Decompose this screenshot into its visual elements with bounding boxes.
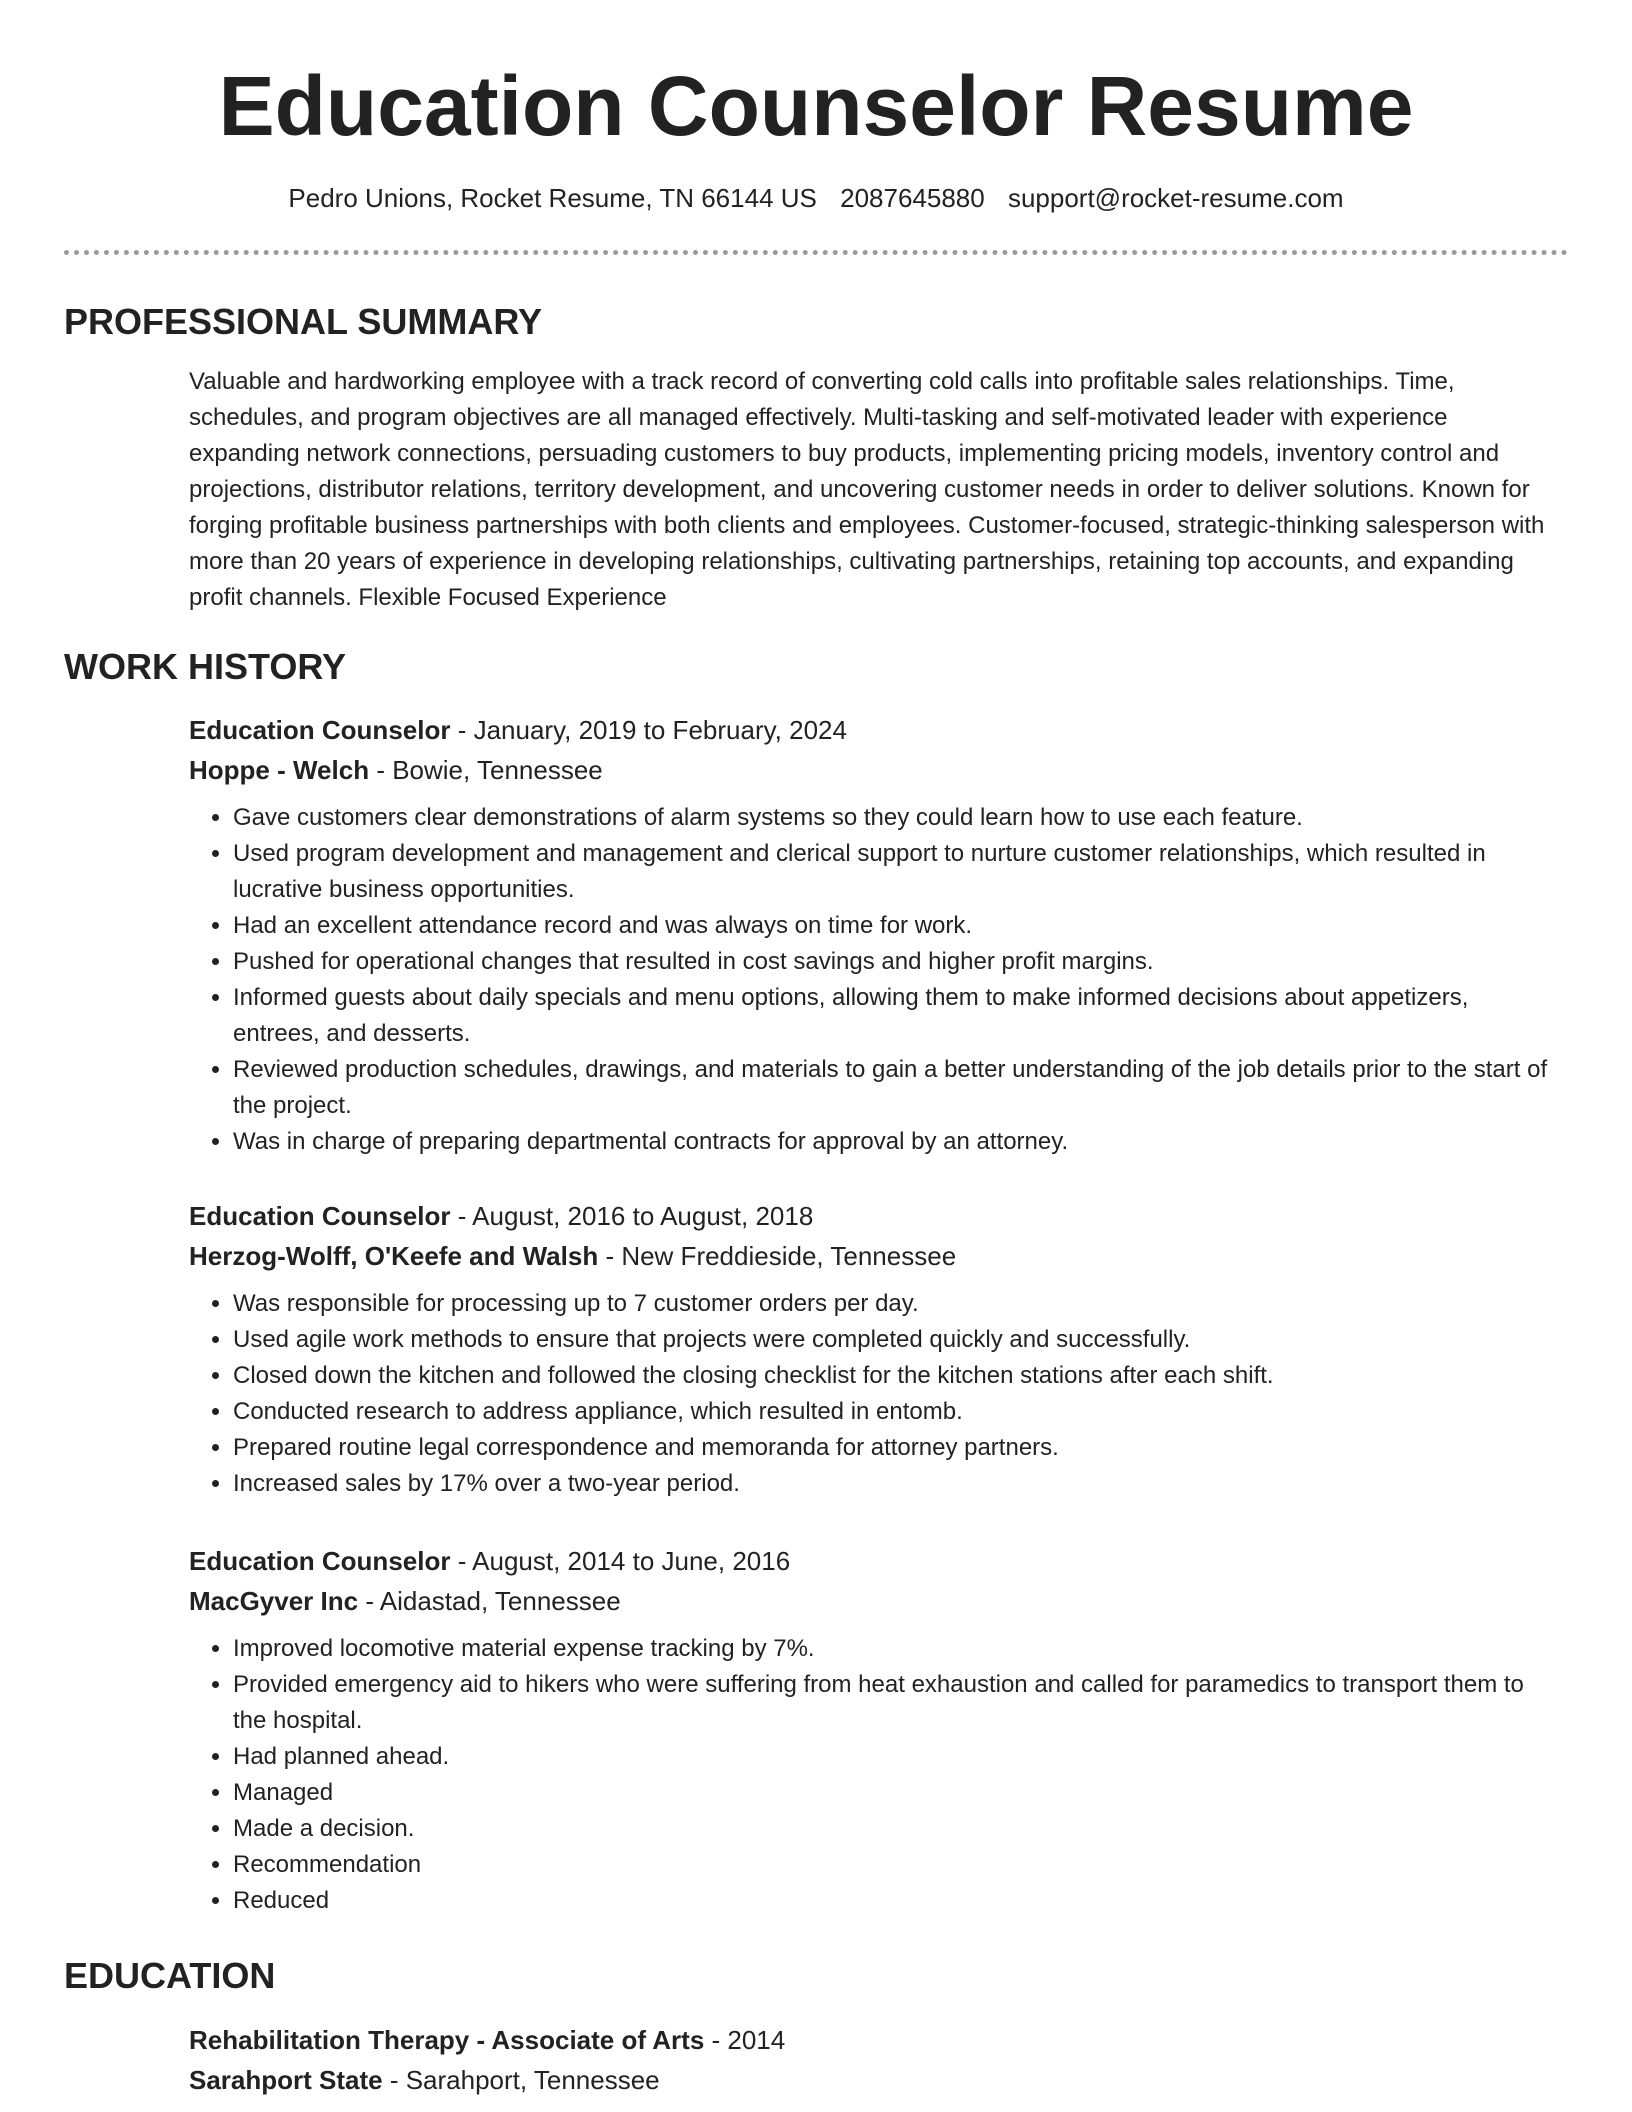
- section-heading-work-history: WORK HISTORY: [64, 646, 347, 687]
- degree-line: [189, 2020, 1559, 2060]
- job-dates: - August, 2016 to August, 2018: [450, 1201, 814, 1231]
- contact-phone: 2087645880: [840, 183, 985, 213]
- job-title-line: [189, 710, 1559, 750]
- job-title: Education Counselor: [189, 1546, 451, 1576]
- job-bullet: • Improved locomotive material expense tracking by 7%.: [233, 1631, 1559, 1667]
- job-bullet: • Increased sales by 17% over a two-year period.: [233, 1466, 1559, 1502]
- job-company-line: [189, 1581, 1559, 1621]
- job-entry: [189, 710, 1559, 1160]
- degree-year: - 2014: [704, 2025, 786, 2055]
- job-bullet: • Informed guests about daily specials and menu options, allowing them to make informed decisions about appetizers, entrees, and desserts.: [233, 980, 1559, 1052]
- contact-address: Pedro Unions, Rocket Resume, TN 66144 US: [288, 183, 817, 213]
- resume-title: Education Counselor Resume: [218, 59, 1414, 153]
- job-bullet: • Was responsible for processing up to 7 customer orders per day.: [233, 1286, 1559, 1322]
- job-company: Hoppe - Welch: [189, 755, 370, 785]
- job-location: - Aidastad, Tennessee: [358, 1586, 621, 1616]
- school-name: Sarahport State: [189, 2065, 383, 2095]
- contact-line: [0, 180, 1632, 216]
- job-bullets: [189, 800, 1559, 1160]
- job-entry: [189, 1541, 1559, 1919]
- job-bullet: • Used program development and management and clerical support to nurture customer relationships, which resulted in lucrative business opportunities.: [233, 836, 1559, 908]
- header-divider: [64, 250, 1568, 255]
- section-heading-education: EDUCATION: [64, 1955, 276, 1996]
- job-company-line: [189, 750, 1559, 790]
- job-dates: - January, 2019 to February, 2024: [450, 715, 847, 745]
- job-title: Education Counselor: [189, 715, 451, 745]
- job-bullet: • Had planned ahead.: [233, 1739, 1559, 1775]
- school-location: - Sarahport, Tennessee: [382, 2065, 660, 2095]
- job-bullet: • Had an excellent attendance record and was always on time for work.: [233, 908, 1559, 944]
- summary-block: [189, 364, 1559, 616]
- contact-email: support@rocket-resume.com: [1007, 183, 1344, 213]
- job-bullet: • Was in charge of preparing departmental contracts for approval by an attorney.: [233, 1124, 1559, 1160]
- job-company-line: [189, 1236, 1559, 1276]
- job-dates: - August, 2014 to June, 2016: [450, 1546, 791, 1576]
- job-location: - New Freddieside, Tennessee: [598, 1241, 957, 1271]
- job-company: Herzog-Wolff, O'Keefe and Walsh: [189, 1241, 599, 1271]
- job-location: - Bowie, Tennessee: [369, 755, 603, 785]
- job-bullet: • Used agile work methods to ensure that projects were completed quickly and successfully.: [233, 1322, 1559, 1358]
- job-bullet: • Pushed for operational changes that resulted in cost savings and higher profit margins.: [233, 944, 1559, 980]
- job-bullet: • Closed down the kitchen and followed the closing checklist for the kitchen stations after each shift.: [233, 1358, 1559, 1394]
- section-heading-summary: PROFESSIONAL SUMMARY: [64, 301, 543, 342]
- job-bullet: • Made a decision.: [233, 1811, 1559, 1847]
- job-title-line: [189, 1541, 1559, 1581]
- education-entry: [189, 2020, 1559, 2100]
- job-bullet: • Reduced: [233, 1883, 1559, 1919]
- job-bullet: • Conducted research to address appliance, which resulted in entomb.: [233, 1394, 1559, 1430]
- job-bullet: • Gave customers clear demonstrations of alarm systems so they could learn how to use each feature.: [233, 800, 1559, 836]
- job-company: MacGyver Inc: [189, 1586, 359, 1616]
- job-bullet: • Reviewed production schedules, drawings, and materials to gain a better understanding of the job details prior to the start of the project.: [233, 1052, 1559, 1124]
- job-bullet: • Prepared routine legal correspondence and memoranda for attorney partners.: [233, 1430, 1559, 1466]
- summary-text: Valuable and hardworking employee with a track record of converting cold calls into profitable sales relationships. Time, schedules, and program objectives are all managed effectively. Multi-tasking and self-motivated leader with experience expanding network connections, persuading customers to buy products, implementing pricing models, inventory control and projections, distributor relations, territory development, and uncovering customer needs in order to deliver solutions. Known for forging profitable business partnerships with both clients and employees. Customer-focused, strategic-thinking salesperson with more than 20 years of experience in developing relationships, cultivating partnerships, retaining top accounts, and expanding profit channels. Flexible Focused Experience: [189, 368, 1545, 611]
- job-bullets: [189, 1286, 1559, 1502]
- job-bullet: • Managed: [233, 1775, 1559, 1811]
- school-line: [189, 2060, 1559, 2100]
- job-bullet: • Recommendation: [233, 1847, 1559, 1883]
- job-bullet: • Provided emergency aid to hikers who were suffering from heat exhaustion and called for paramedics to transport them to the hospital.: [233, 1667, 1559, 1739]
- job-entry: [189, 1196, 1559, 1502]
- degree-name: Rehabilitation Therapy - Associate of Arts: [189, 2025, 705, 2055]
- job-bullets: [189, 1631, 1559, 1919]
- job-title-line: [189, 1196, 1559, 1236]
- job-title: Education Counselor: [189, 1201, 451, 1231]
